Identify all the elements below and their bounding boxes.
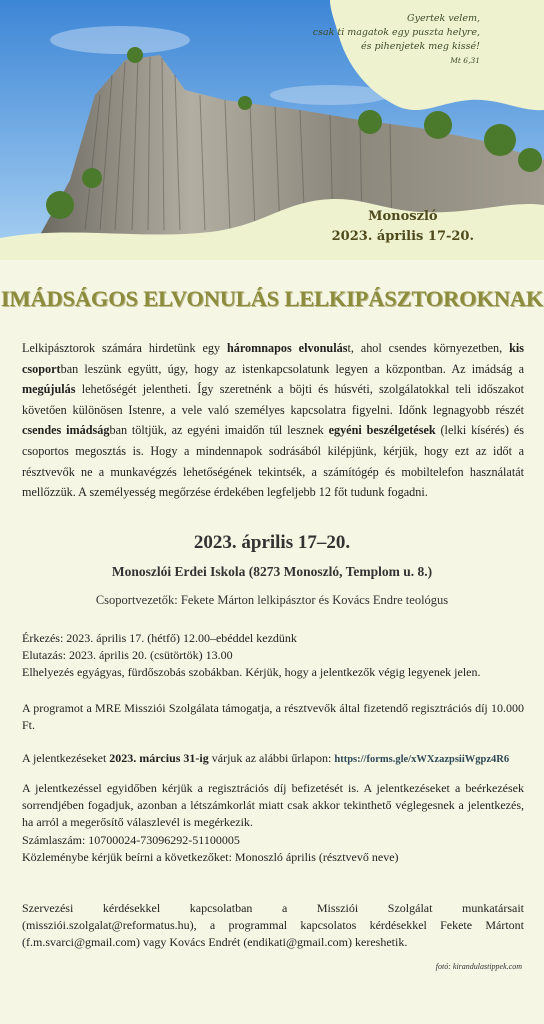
departure-info: Elutazás: 2023. április 20. (csütörtök) 13.00 [22,648,233,663]
quote-line-1: Gyertek velem, [406,13,480,24]
intro-emphasis: megújulás [22,382,76,397]
intro-text: Lelkipásztorok számára hirdetünk egy [22,341,227,355]
place-name: Monoszló [368,209,438,224]
payment-note: Közleménybe kérjük beírni a következőket: Monoszló április (résztvevő neve) [22,849,399,864]
quote-line-3: és pihenjetek meg kissé! [361,41,480,52]
arrival-info: Érkezés: 2023. április 17. (hétfő) 12.00–ebéddel kezdünk [22,631,297,645]
signup-form-link[interactable]: https://forms.gle/xWXzazpsiiWgpz4R6 [334,754,510,765]
photo-credit: fotó: kirandulastippek.com [435,962,522,971]
signup-text: várjuk az alábbi űrlapon: [208,751,335,765]
intro-text: lehetőségét jelentheti. Így szeretnénk a böjti és húsvéti, szolgálatokkal teli időszakot követően különösen Istenre, a vele való személyes kapcsolatra figyelni. Időnk legnagyobb részét [22,382,524,417]
event-venue: Monoszlói Erdei Iskola (8273 Monoszló, Templom u. 8.) [111,564,433,579]
intro-text: t, ahol csendes környezetben, [347,341,510,355]
event-leaders: Csoportvezetők: Fekete Márton lelkipásztor és Kovács Endre teológus [95,593,449,607]
place-and-date [332,207,474,247]
quote-reference: Mt 6,31 [450,56,480,65]
place-dates: 2023. április 17-20. [331,229,474,244]
intro-emphasis: kis csoport [22,341,525,376]
logistics-block [22,630,524,682]
intro-emphasis: csendes imádság [22,423,110,438]
event-date: 2023. április 17–20. [193,532,351,553]
lodging-info: Elhelyezés egyágyas, fürdőszobás szobákban. Kérjük, hogy a jelentkezők végig legyenek jelen. [22,665,481,680]
intro-emphasis: egyéni beszélgetések [328,423,436,438]
payment-text: A jelentkezéssel egyidőben kérjük a regisztrációs díj befizetését is. A jelentkezéseket a beérkezések sorrendjében fogadjuk, azonban a létszámkorlát miatt csak akkor tekinthető véglegesnek a jelentkezés, ha arról a megerősítő válaszlevél is megérkezik. [22,781,524,830]
quote-line-2: csak ti magatok egy puszta helyre, [312,27,480,38]
contact-info: Szervezési kérdésekkel kapcsolatban a Missziói Szolgálat munkatársait (missziói.szolgalat@reformatus.hu), a programmal kapcsolatos kérdésekkel Fekete Mártont (f.m.svarci@gmail.com) vagy Kovács Endrét (endikati@gmail.com) kereshetik. [22,901,524,950]
intro-paragraph [22,338,524,503]
bible-quote [280,12,480,68]
bank-account: Számlaszám: 10700024-73096292-51100005 [22,832,240,847]
signup-info [22,750,524,768]
intro-text: ban töltjük, az egyéni imaidőn túl lesznek [109,423,329,438]
fee-info: A programot a MRE Missziói Szolgálata támogatja, a résztvevők által fizetendő regisztrációs díj 10.000 Ft. [22,701,524,733]
page-title: IMÁDSÁGOS ELVONULÁS LELKIPÁSZTOROKNAK [0,286,544,311]
signup-deadline: 2023. március 31-ig [109,751,209,765]
intro-emphasis: háromnapos elvonulás [226,341,348,355]
intro-text: (lelki kísérés) és csoportos megosztás is. Hogy a mindennapok sodrásából kilépjünk, kérjük, hogy ezt az időt a résztvevők ne a munkavégzés lehetőségének tekintsék, a számítógép és mobiltelefon használatát mellőzzük. A személyesség megőrzése érdekében legfeljebb 12 főt tudunk fogadni. [22,423,524,500]
payment-block [22,780,524,866]
intro-text: ban leszünk együtt, úgy, hogy az istenkapcsolatunk legyen a központban. Az imádság a [60,361,524,376]
signup-text: A jelentkezéseket [22,751,110,765]
